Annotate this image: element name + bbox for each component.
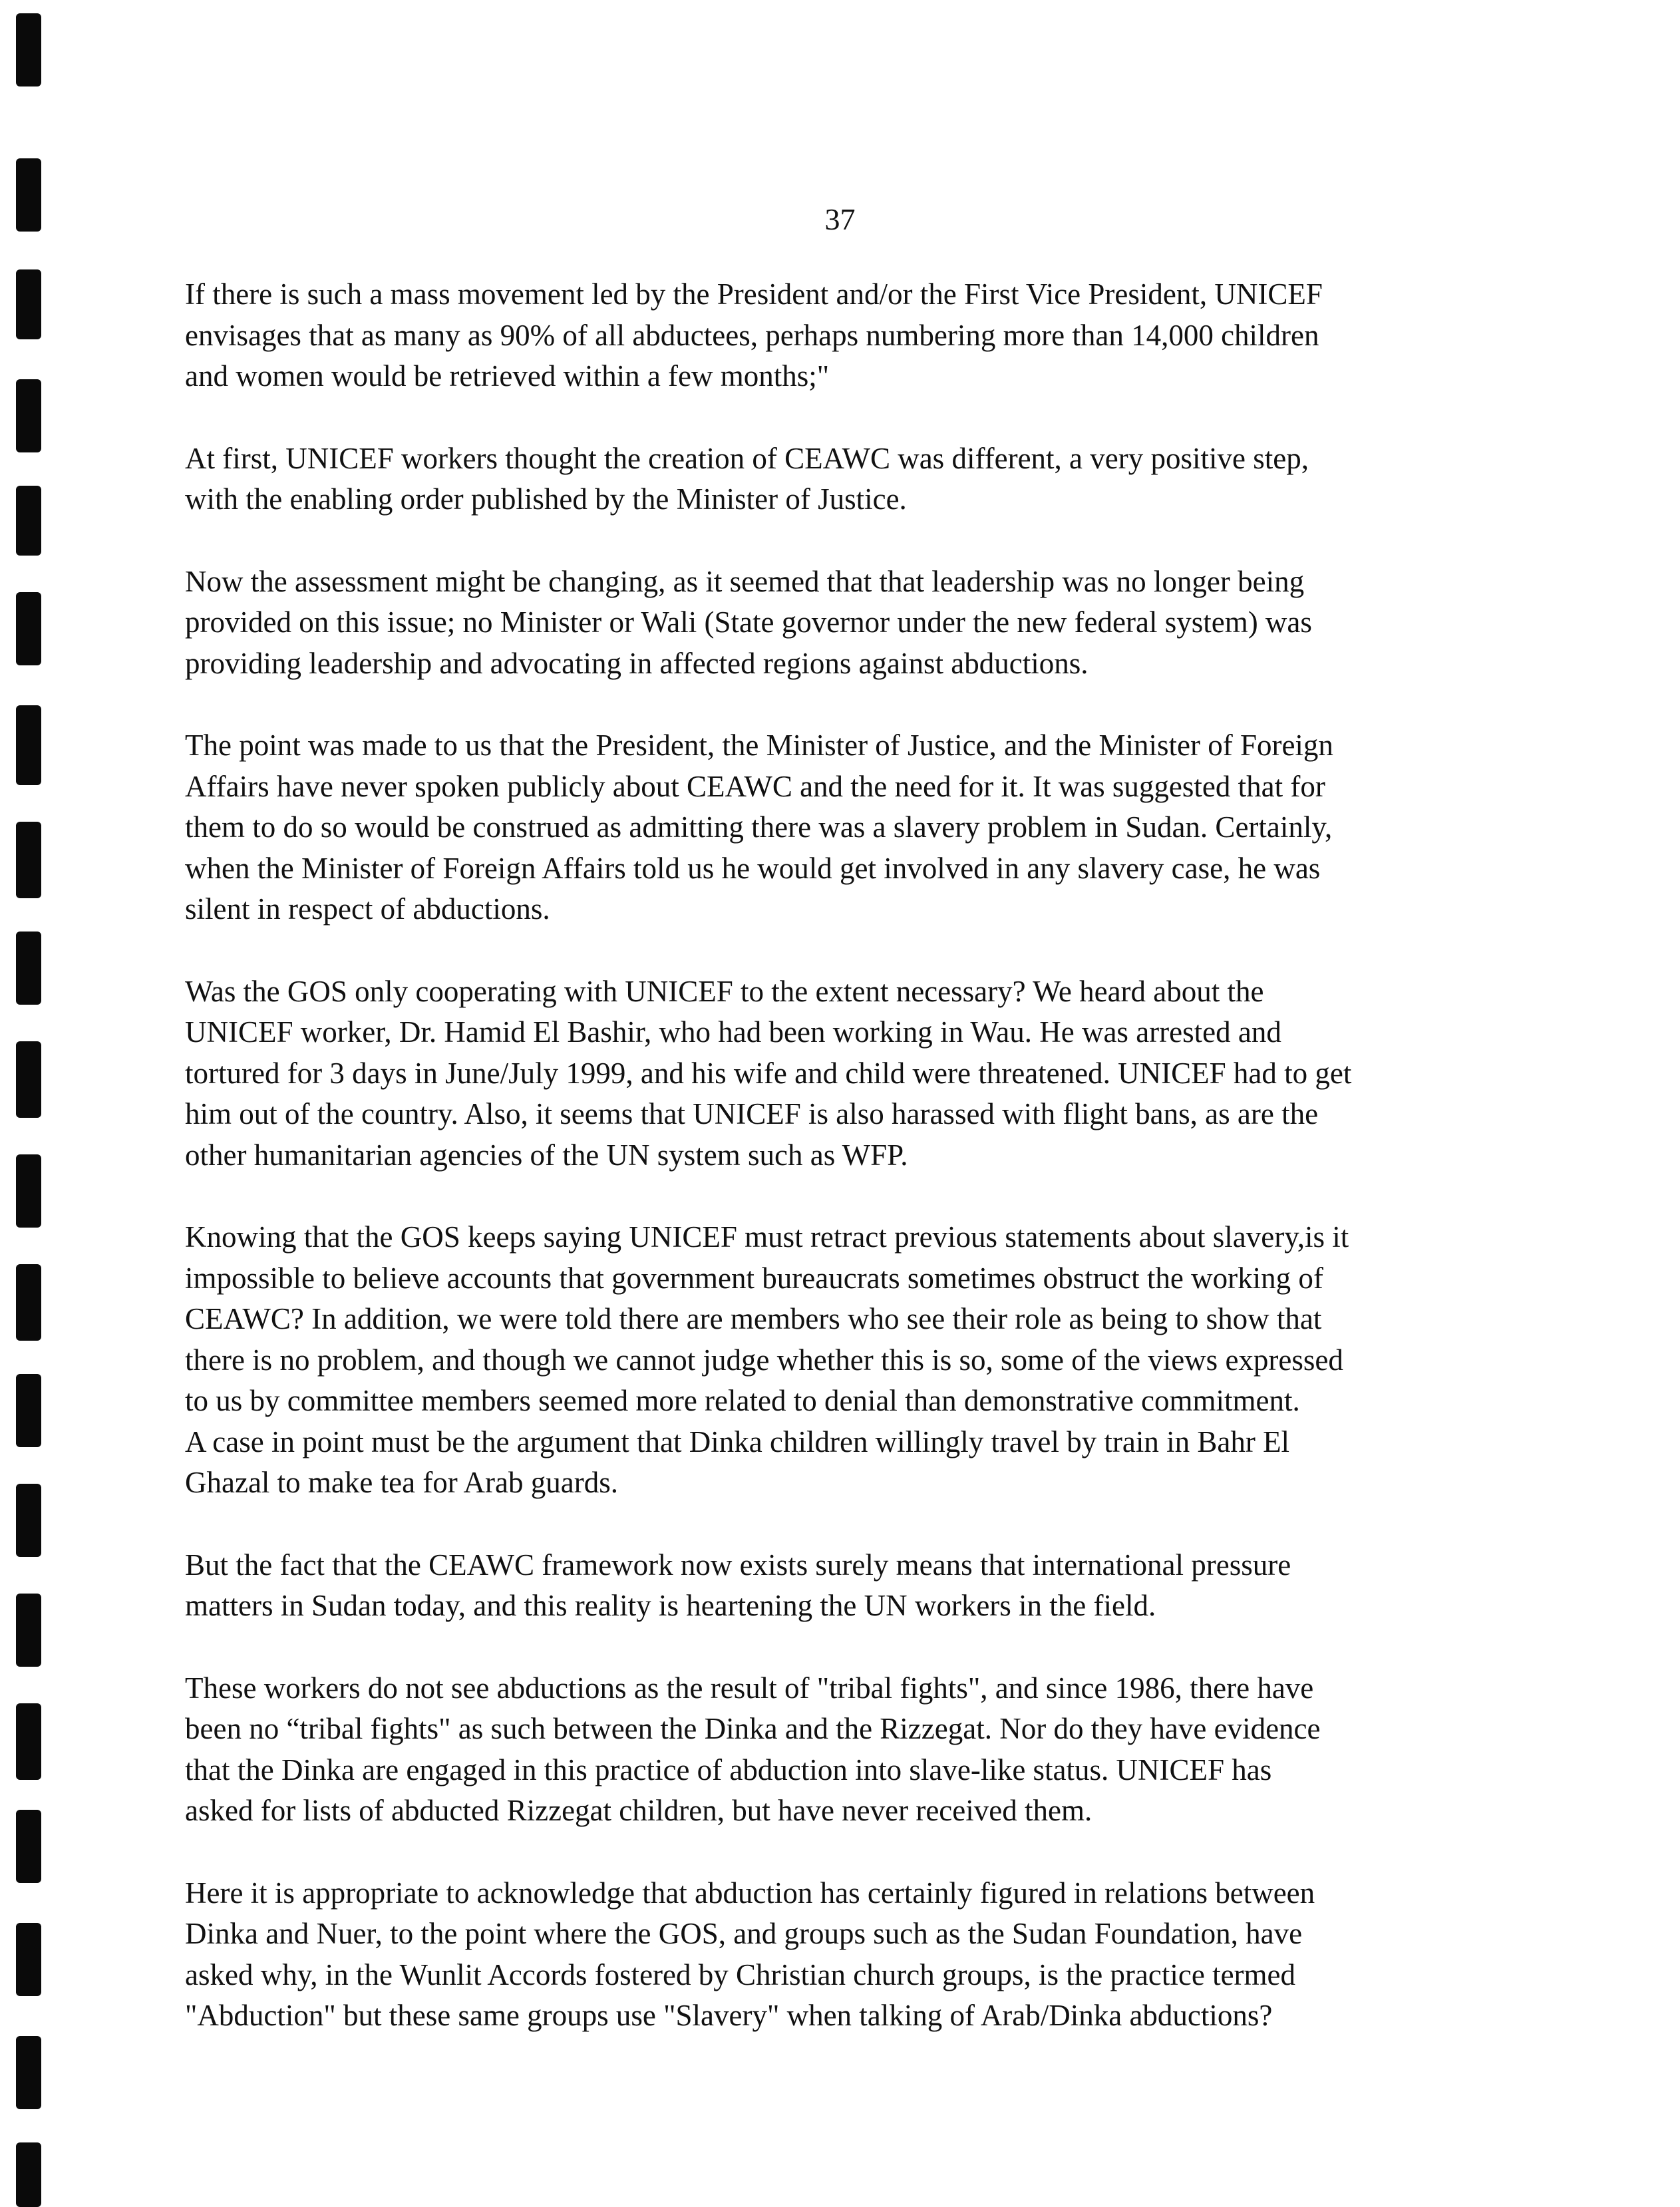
text-line: silent in respect of abductions.	[185, 892, 550, 926]
text-line: At first, UNICEF workers thought the creation of CEAWC was different, a very positive step,	[185, 441, 1309, 475]
text-line: when the Minister of Foreign Affairs told us he would get involved in any slavery case, he was	[185, 851, 1321, 885]
text-line: been no “tribal fights" as such between the Dinka and the Rizzegat. Nor do they have evidence	[185, 1712, 1321, 1745]
binding-hole-mark	[16, 1810, 41, 1883]
binding-hole-mark	[16, 1484, 41, 1557]
binding-hole-mark	[16, 1923, 41, 1996]
text-line: Affairs have never spoken publicly about CEAWC and the need for it. It was suggested that for	[185, 769, 1325, 803]
text-line: Now the assessment might be changing, as it seemed that that leadership was no longer being	[185, 564, 1305, 598]
binding-hole-mark	[16, 1154, 41, 1228]
text-line: Here it is appropriate to acknowledge that abduction has certainly figured in relations between	[185, 1876, 1315, 1910]
document-body	[185, 274, 1509, 2078]
paragraph	[185, 438, 1509, 520]
text-line: them to do so would be construed as admitting there was a slavery problem in Sudan. Certainly,	[185, 810, 1333, 844]
binding-hole-mark	[16, 2036, 41, 2109]
text-line: "Abduction" but these same groups use "Slavery" when talking of Arab/Dinka abductions?	[185, 1999, 1273, 2032]
binding-hole-mark	[16, 486, 41, 556]
text-line: UNICEF worker, Dr. Hamid El Bashir, who had been working in Wau. He was arrested and	[185, 1015, 1281, 1049]
text-line: These workers do not see abductions as the result of "tribal fights", and since 1986, there have	[185, 1671, 1314, 1705]
binding-hole-mark	[16, 705, 41, 785]
text-line: there is no problem, and though we cannot judge whether this is so, some of the views expressed	[185, 1343, 1343, 1377]
binding-hole-mark	[16, 2142, 41, 2207]
text-line: to us by committee members seemed more related to denial than demonstrative commitment.	[185, 1384, 1300, 1417]
text-line: envisages that as many as 90% of all abductees, perhaps numbering more than 14,000 children	[185, 318, 1319, 352]
paragraph	[185, 725, 1509, 930]
text-line: CEAWC? In addition, we were told there are members who see their role as being to show that	[185, 1302, 1322, 1335]
binding-hole-mark	[16, 1041, 41, 1118]
binding-hole-mark	[16, 379, 41, 452]
text-line: other humanitarian agencies of the UN system such as WFP.	[185, 1138, 908, 1172]
text-line: asked for lists of abducted Rizzegat children, but have never received them.	[185, 1794, 1092, 1827]
text-line: providing leadership and advocating in affected regions against abductions.	[185, 646, 1089, 680]
page-number: 37	[824, 202, 856, 236]
binding-hole-mark	[16, 1594, 41, 1667]
text-line: with the enabling order published by the Minister of Justice.	[185, 482, 907, 516]
binding-hole-mark	[16, 269, 41, 339]
text-line: tortured for 3 days in June/July 1999, and his wife and child were threatened. UNICEF had to get	[185, 1056, 1352, 1090]
text-line: Ghazal to make tea for Arab guards.	[185, 1466, 618, 1499]
paragraph	[185, 1545, 1509, 1627]
text-line: that the Dinka are engaged in this practice of abduction into slave-like status. UNICEF has	[185, 1753, 1272, 1786]
binding-hole-mark	[16, 1264, 41, 1341]
paragraph	[185, 1668, 1509, 1832]
paragraph	[185, 1873, 1509, 2037]
text-line: and women would be retrieved within a few months;"	[185, 359, 830, 393]
text-line: If there is such a mass movement led by the President and/or the First Vice President, UNICEF	[185, 277, 1323, 311]
binding-hole-mark	[16, 822, 41, 898]
text-line: But the fact that the CEAWC framework now exists surely means that international pressure	[185, 1548, 1291, 1582]
paragraph	[185, 971, 1509, 1176]
text-line: him out of the country. Also, it seems that UNICEF is also harassed with flight bans, as are the	[185, 1097, 1319, 1130]
binding-hole-mark	[16, 592, 41, 665]
text-line: The point was made to us that the President, the Minister of Justice, and the Minister of Foreign	[185, 729, 1333, 762]
text-line: asked why, in the Wunlit Accords fostered by Christian church groups, is the practice termed	[185, 1957, 1295, 1991]
text-line: Dinka and Nuer, to the point where the GOS, and groups such as the Sudan Foundation, have	[185, 1917, 1303, 1950]
binding-hole-mark	[16, 13, 41, 86]
binding-hole-mark	[16, 1374, 41, 1447]
text-line: Knowing that the GOS keeps saying UNICEF must retract previous statements about slavery,is it	[185, 1220, 1349, 1254]
binding-margin	[0, 0, 80, 2207]
paragraph	[185, 274, 1509, 397]
paragraph	[185, 562, 1509, 685]
text-line: provided on this issue; no Minister or Wali (State governor under the new federal system) was	[185, 605, 1312, 639]
binding-hole-mark	[16, 932, 41, 1005]
paragraph	[185, 1217, 1509, 1504]
binding-hole-mark	[16, 1703, 41, 1780]
text-line: matters in Sudan today, and this reality is heartening the UN workers in the field.	[185, 1589, 1156, 1622]
text-line: Was the GOS only cooperating with UNICEF to the extent necessary? We heard about the	[185, 974, 1264, 1008]
text-line: A case in point must be the argument that Dinka children willingly travel by train in Bahr El	[185, 1425, 1290, 1458]
text-line: impossible to believe accounts that government bureaucrats sometimes obstruct the working of	[185, 1261, 1323, 1295]
